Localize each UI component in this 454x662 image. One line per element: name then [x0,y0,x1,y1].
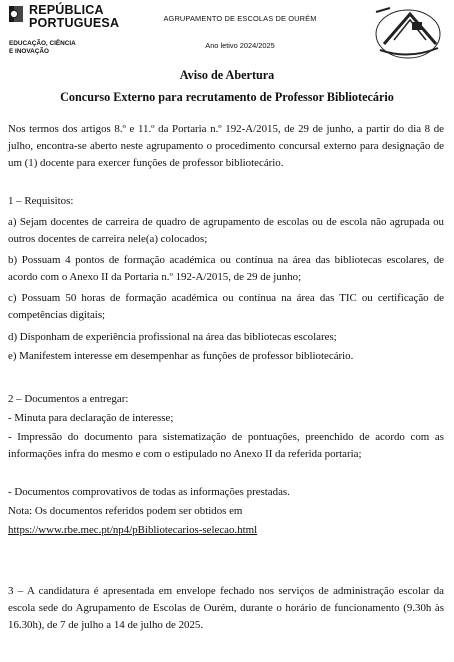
requirement-item: b) Possuam 4 pontos de formação académica ou contínua na área das bibliotecas escolares, de acordo com o Anexo II da Portaria n.º 192-A/2015, de 29 de junho; [8,254,444,283]
requirement-item: e) Manifestem interesse em desempenhar as funções de professor bibliotecário. [8,350,354,362]
ministry-name [9,40,76,56]
requirement-item: c) Possuam 50 horas de formação académica ou contínua na área das TIC ou certificação de competências digitais; [8,292,444,321]
document-item: - Documentos comprovativos de todas as informações prestadas. [8,486,290,498]
ministry-line1: EDUCAÇÃO, CIÊNCIA [9,40,76,47]
flag-icon [9,6,23,22]
republic-name [29,4,119,30]
school-seal-icon [370,4,446,62]
ministry-line2: E INOVAÇÃO [9,48,50,55]
requirement-item: a) Sejam docentes de carreira de quadro de agrupamento de escolas ou de escola não agrupada ou outros docentes de carreira nele(a) colocados; [8,216,444,245]
notice-title: Aviso de Abertura [179,68,275,82]
republic-line2: PORTUGUESA [29,16,120,30]
notice-subtitle: Concurso Externo para recrutamento de Professor Bibliotecário [60,90,394,104]
documents-link[interactable]: https://www.rbe.mec.pt/np4/pBibliotecarios-selecao.html [8,524,258,536]
school-group-name: AGRUPAMENTO DE ESCOLAS DE OURÉM [163,14,317,23]
republic-line1: REPÚBLICA [29,3,104,17]
school-year: Ano letivo 2024/2025 [205,41,275,50]
document-item: - Minuta para declaração de interesse; [8,412,174,424]
republic-logo [9,4,119,66]
document-item: - Impressão do documento para sistematização de pontuações, preenchido de acordo com as informações infra do mesmo e com o estipulado no Anexo II da referida portaria; [8,431,444,460]
intro-paragraph: Nos termos dos artigos 8.º e 11.º da Portaria n.º 192-A/2015, de 29 de junho, a partir do dia 8 de julho, encontra-se aberto neste agrupamento o procedimento concursal externo para designação de um (1) docente para exercer funções de professor bibliotecário. [8,123,444,169]
documents-note: Nota: Os documentos referidos podem ser obtidos em [8,505,243,517]
documents-heading: 2 – Documentos a entregar: [8,393,129,405]
requirements-heading: 1 – Requisitos: [8,195,74,207]
submission-paragraph: 3 – A candidatura é apresentada em envelope fechado nos serviços de administração escolar da escola sede do Agrupamento de Escolas de Ourém, durante o horário de funcionamento (9.30h às 16.30h), de 7 de julho a 14 de julho de 2025. [8,585,444,631]
requirement-item: d) Disponham de experiência profissional na área das bibliotecas escolares; [8,331,337,343]
header-center [150,14,330,50]
